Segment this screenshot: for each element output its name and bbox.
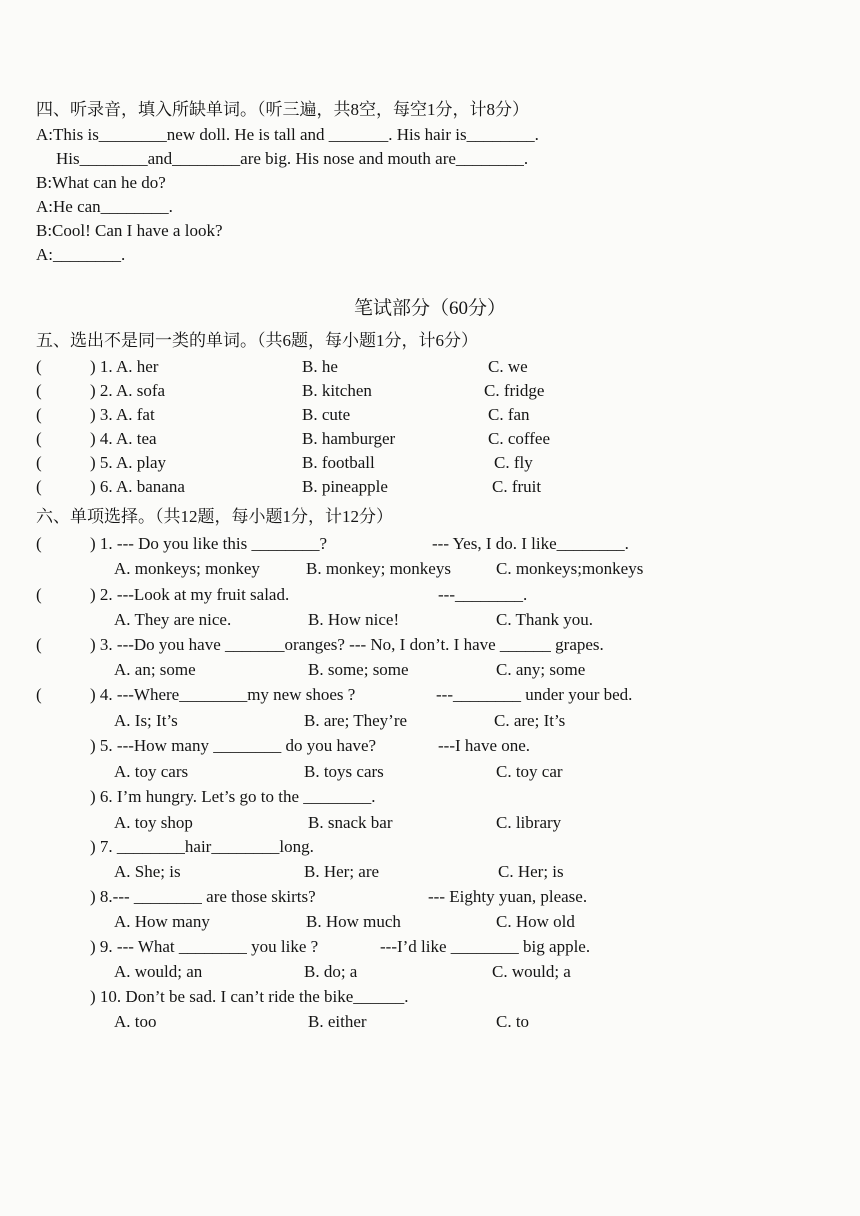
response-text: ---________ under your bed. xyxy=(436,685,633,704)
answer-paren: ( xyxy=(36,585,42,604)
question-option-a: ) 2. A. sofa xyxy=(90,381,166,400)
question-text: ) 7. ________hair________long. xyxy=(90,837,314,856)
response-text: ---I’d like ________ big apple. xyxy=(380,937,591,956)
option-a: A. They are nice. xyxy=(114,610,232,629)
option-c: C. would; a xyxy=(492,962,571,981)
section-5-title: 五、选出不是同一类的单词。（共6题，每小题1分，计6分） xyxy=(36,331,478,350)
question-option-a: ) 5. A. play xyxy=(90,453,167,472)
response-text: --- Eighty yuan, please. xyxy=(428,887,588,906)
question-text: ) 5. ---How many ________ do you have? xyxy=(90,736,377,755)
option-b: B. How much xyxy=(306,912,401,931)
option-c: C. How old xyxy=(496,912,575,931)
listening-line-2: His________and________are big. His nose and mouth are________. xyxy=(56,149,529,168)
option-c: C. coffee xyxy=(488,429,550,448)
option-b: B. either xyxy=(308,1012,367,1031)
listening-line-5: B:Cool! Can I have a look? xyxy=(36,221,223,240)
listening-line-1: A:This is________new doll. He is tall and _______. His hair is________. xyxy=(36,125,539,144)
question-text: ) 8.--- ________ are those skirts? xyxy=(90,887,316,906)
option-a: A. She; is xyxy=(114,862,181,881)
option-b: B. are; They’re xyxy=(304,711,408,730)
option-c: C. are; It’s xyxy=(494,711,566,730)
answer-paren: ( xyxy=(36,477,42,496)
section-4-title: 四、听录音，填入所缺单词。（听三遍，共8空，每空1分，计8分） xyxy=(36,100,529,119)
option-b: B. pineapple xyxy=(302,477,388,496)
question-option-a: ) 1. A. her xyxy=(90,357,159,376)
question-text: ) 4. ---Where________my new shoes ? xyxy=(90,685,356,704)
question-option-a: ) 3. A. fat xyxy=(90,405,155,424)
option-c: C. fridge xyxy=(484,381,545,400)
option-a: A. an; some xyxy=(114,660,196,679)
listening-line-6: A:________. xyxy=(36,245,126,264)
answer-paren: ( xyxy=(36,685,42,704)
option-a: A. monkeys; monkey xyxy=(114,559,260,578)
answer-paren: ( xyxy=(36,534,42,553)
question-text: ) 2. ---Look at my fruit salad. xyxy=(90,585,290,604)
option-b: B. hamburger xyxy=(302,429,396,448)
option-b: B. football xyxy=(302,453,375,472)
option-b: B. monkey; monkeys xyxy=(306,559,451,578)
response-text: ---I have one. xyxy=(438,736,531,755)
option-c: C. fruit xyxy=(492,477,542,496)
answer-paren: ( xyxy=(36,429,42,448)
option-b: B. cute xyxy=(302,405,351,424)
option-a: A. toy cars xyxy=(114,762,189,781)
answer-paren: ( xyxy=(36,405,42,424)
question-text: ) 6. I’m hungry. Let’s go to the ________. xyxy=(90,787,376,806)
option-a: A. would; an xyxy=(114,962,203,981)
option-c: C. library xyxy=(496,813,562,832)
response-text: ---________. xyxy=(438,585,528,604)
answer-paren: ( xyxy=(36,357,42,376)
option-c: C. we xyxy=(488,357,528,376)
question-option-a: ) 6. A. banana xyxy=(90,477,185,496)
option-b: B. some; some xyxy=(308,660,409,679)
option-a: A. How many xyxy=(114,912,210,931)
answer-paren: ( xyxy=(36,635,42,654)
option-a: A. too xyxy=(114,1012,157,1031)
option-b: B. Her; are xyxy=(304,862,380,881)
question-text: ) 10. Don’t be sad. I can’t ride the bike______. xyxy=(90,987,409,1006)
listening-line-3: B:What can he do? xyxy=(36,173,166,192)
option-b: B. snack bar xyxy=(308,813,393,832)
option-c: C. Thank you. xyxy=(496,610,593,629)
option-c: C. Her; is xyxy=(498,862,564,881)
option-b: B. How nice! xyxy=(308,610,400,629)
listening-line-4: A:He can________. xyxy=(36,197,173,216)
option-a: A. toy shop xyxy=(114,813,193,832)
option-b: B. do; a xyxy=(304,962,358,981)
option-b: B. kitchen xyxy=(302,381,372,400)
question-text: ) 9. --- What ________ you like ? xyxy=(90,937,319,956)
option-a: A. Is; It’s xyxy=(114,711,178,730)
option-c: C. monkeys;monkeys xyxy=(496,559,644,578)
option-c: C. to xyxy=(496,1012,530,1031)
answer-paren: ( xyxy=(36,453,42,472)
response-text: --- Yes, I do. I like________. xyxy=(432,534,629,553)
question-text: ) 3. ---Do you have _______oranges? --- No, I don’t. I have ______ grapes. xyxy=(90,635,604,654)
option-c: C. toy car xyxy=(496,762,563,781)
question-text: ) 1. --- Do you like this ________? xyxy=(90,534,328,553)
option-b: B. he xyxy=(302,357,338,376)
option-b: B. toys cars xyxy=(304,762,384,781)
option-c: C. fan xyxy=(488,405,530,424)
option-c: C. fly xyxy=(494,453,533,472)
written-part-title: 笔试部分（60分） xyxy=(353,298,506,319)
option-c: C. any; some xyxy=(496,660,586,679)
answer-paren: ( xyxy=(36,381,42,400)
section-6-title: 六、单项选择。（共12题，每小题1分，计12分） xyxy=(36,507,393,526)
question-option-a: ) 4. A. tea xyxy=(90,429,157,448)
